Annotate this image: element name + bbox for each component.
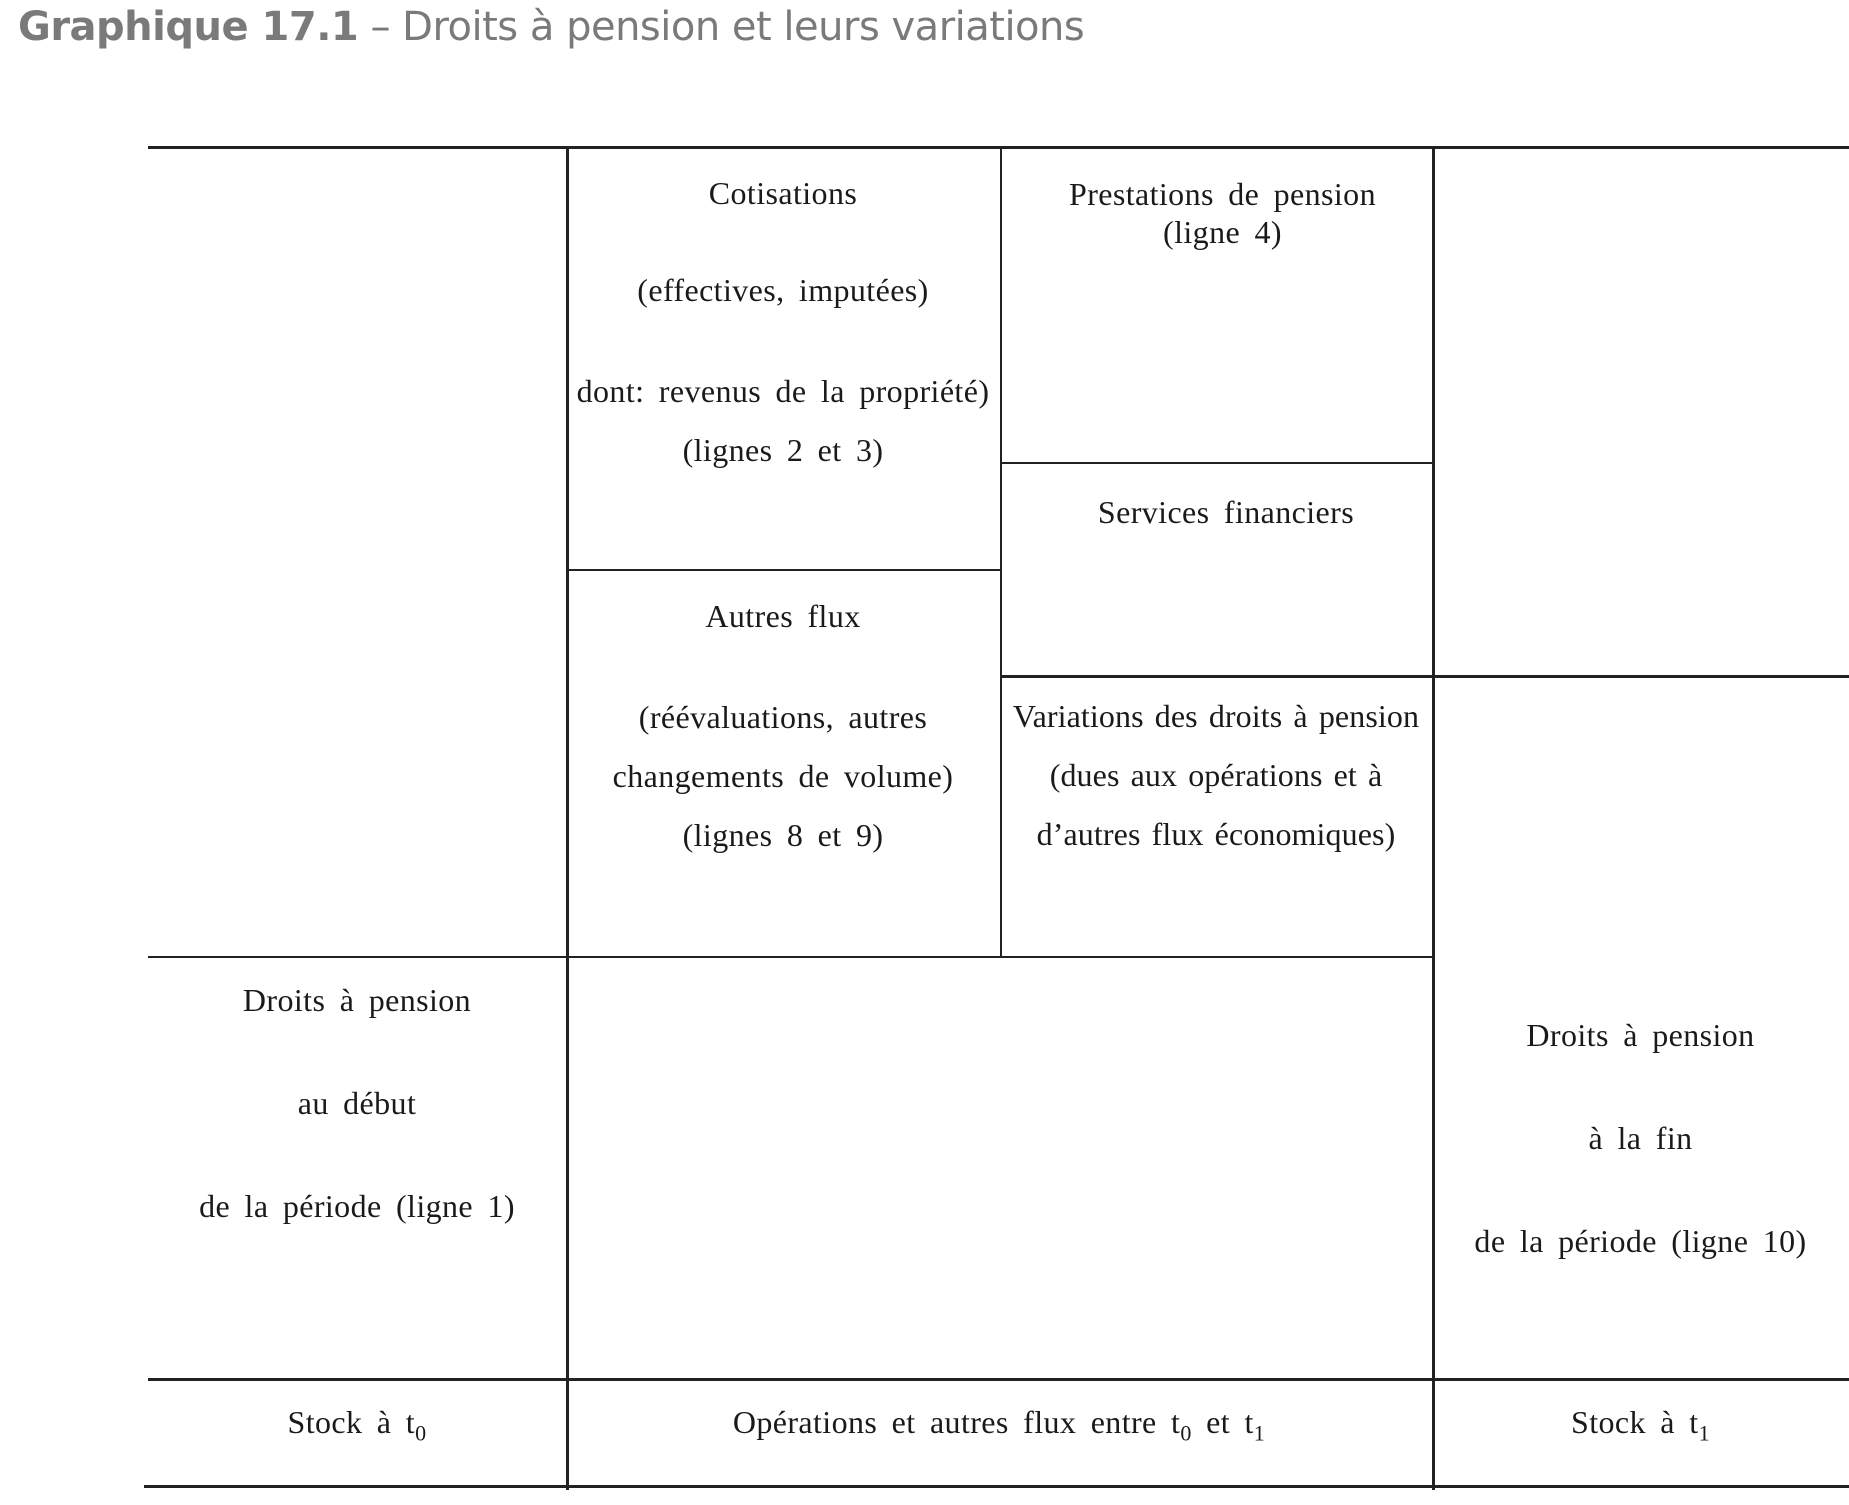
footer-stock-t1 [1432,1404,1849,1446]
divider-middle-row [148,956,1432,958]
services-heading: Services financiers [1097,494,1355,530]
stock-t1-sub: 1 [1698,1420,1710,1446]
fin-line1: Droits à pension [1526,1017,1755,1053]
variations-detail1: (dues aux opérations et à [1049,757,1383,793]
cotisations-dont: dont: revenus de la propriété) [576,373,990,409]
cotisations-detail: (effectives, imputées) [637,272,929,308]
cell-prestations [1000,175,1445,251]
autres-flux-heading: Autres flux [705,598,861,634]
footer-operations [566,1404,1432,1446]
stock-t0-sub: 0 [415,1420,427,1446]
debut-line2: au début [297,1085,417,1121]
debut-line1: Droits à pension [242,982,472,1018]
autres-flux-lines: (lignes 8 et 9) [682,817,884,853]
operations-sub2: 1 [1253,1420,1266,1446]
fin-line2: à la fin [1588,1120,1693,1156]
debut-line3: de la période (ligne 1) [199,1188,515,1224]
divider-prestations-services [1000,462,1432,464]
prestations-lines: (ligne 4) [1163,214,1282,250]
operations-text1: Opérations et autres flux entre t [732,1404,1181,1440]
figure-number: Graphique 17.1 [18,4,359,50]
cell-droits-fin [1432,1017,1849,1260]
fin-line3: de la période (ligne 10) [1474,1223,1807,1259]
top-border [148,146,1849,149]
figure-title [18,4,1084,50]
divider-footer-top [148,1378,1849,1381]
footer-stock-t0 [148,1404,566,1446]
cell-variations [1000,698,1432,853]
variations-detail2: d’autres flux économiques) [1036,816,1396,852]
bottom-border [144,1485,1849,1488]
cotisations-heading: Cotisations [708,175,858,211]
cell-autres-flux [566,598,1000,854]
divider-col3 [1432,146,1435,1490]
autres-flux-detail1: (réévaluations, autres [638,699,928,735]
autres-flux-detail2: changements de volume) [612,758,954,794]
cell-droits-debut [148,982,566,1225]
prestations-heading: Prestations de pension [1069,176,1376,212]
stock-t1-text: Stock à t [1571,1404,1699,1440]
cell-services-financiers [1000,494,1452,531]
operations-text2: et t [1191,1404,1254,1440]
figure-caption: – Droits à pension et leurs variations [358,4,1085,50]
divider-services-variations [1000,675,1849,678]
operations-sub1: 0 [1180,1420,1192,1446]
cotisations-lines: (lignes 2 et 3) [682,432,884,468]
stock-t0-text: Stock à t [287,1404,416,1440]
cell-cotisations [566,175,1000,469]
variations-heading: Variations des droits à pension [1012,698,1420,734]
divider-cotisations-autres [566,569,1000,571]
